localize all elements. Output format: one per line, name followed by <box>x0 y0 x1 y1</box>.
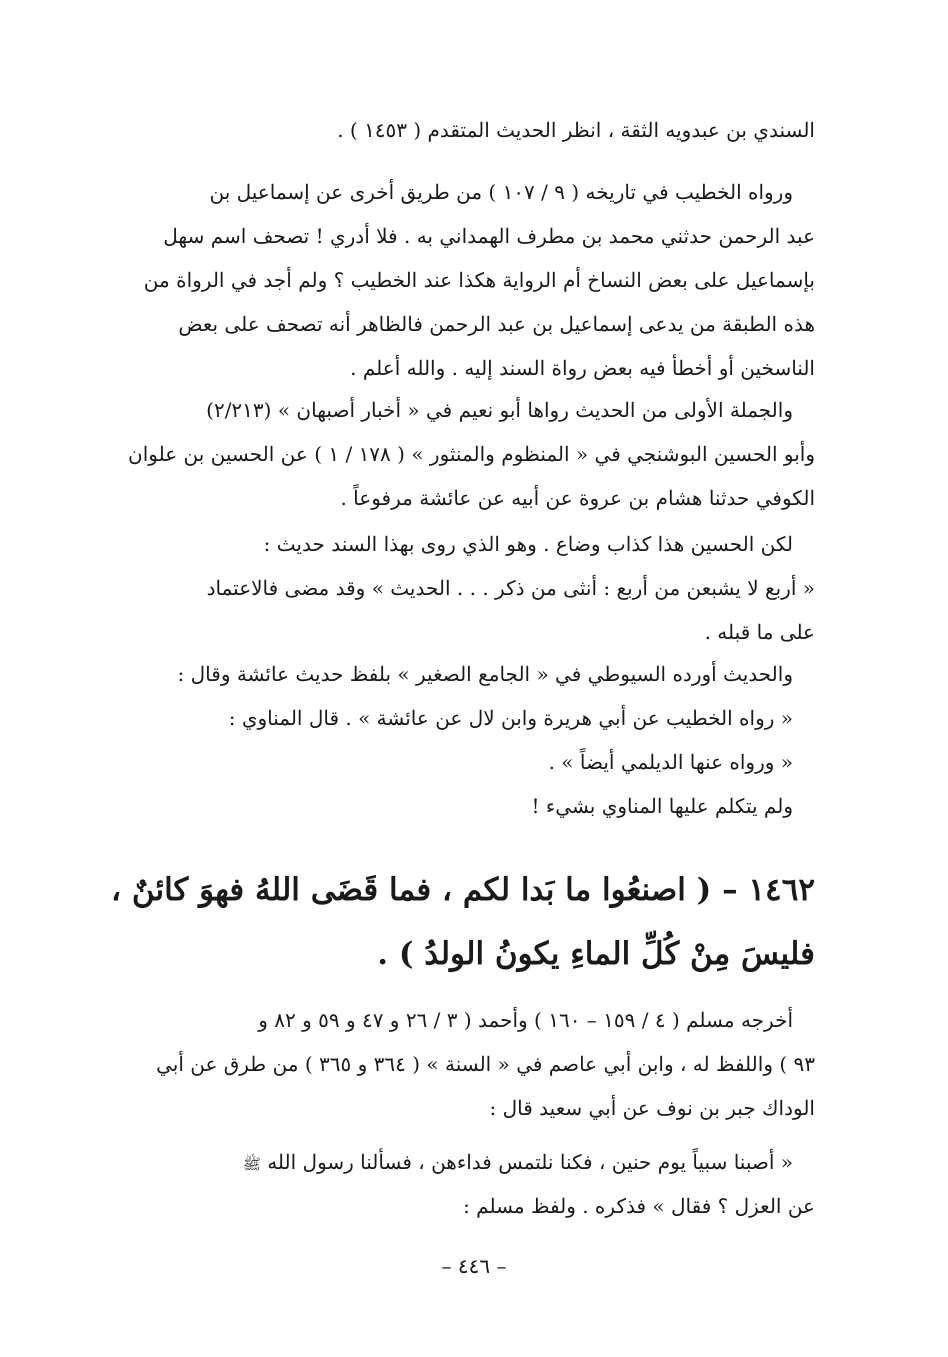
paragraph-1 <box>80 118 815 162</box>
page-number: – ٤٤٦ – <box>441 1254 507 1278</box>
salutation-icon: ﷺ <box>242 1154 261 1173</box>
paragraph-6 <box>80 1008 815 1140</box>
paragraph-3 <box>80 398 815 530</box>
text-line: الوداك جبر بن نوف عن أبي سعيد قال : <box>489 1096 815 1120</box>
text-line: ٩٣ ) واللفظ له ، وابن أبي عاصم في « السنة » ( ٣٦٤ و ٣٦٥ ) من طرق عن أبي <box>156 1052 815 1076</box>
paragraph-2 <box>80 180 815 400</box>
text-line: السندي بن عبدويه الثقة ، انظر الحديث المتقدم ( ١٤٥٣ ) . <box>337 118 815 142</box>
text-run: « أصبنا سبياً يوم حنين ، فكنا نلتمس فداءهن ، فسألنا رسول الله <box>267 1150 793 1174</box>
text-line: ولم يتكلم عليها المناوي بشيء ! <box>531 794 793 818</box>
heading-line: ١٤٦٢ – ( اصنعُوا ما بَدا لكم ، فما قَضَى اللهُ فهوَ كائنٌ ، <box>111 872 815 908</box>
text-line: لكن الحسين هذا كذاب وضاع . وهو الذي روى بهذا السند حديث : <box>263 532 793 556</box>
paragraph-7 <box>80 1150 815 1238</box>
text-line: والحديث أورده السيوطي في « الجامع الصغير » بلفظ حديث عائشة وقال : <box>177 662 793 686</box>
text-line: « أربع لا يشبعن من أربع : أنثى من ذكر . . . الحديث » وقد مضى فالاعتماد <box>206 576 815 600</box>
text-line: وأبو الحسين البوشنجي في « المنظوم والمنثور » ( ١٧٨ / ١ ) عن الحسين بن علوان <box>128 442 815 466</box>
text-line: « رواه الخطيب عن أبي هريرة وابن لال عن عائشة » . قال المناوي : <box>228 706 793 730</box>
hadith-heading <box>80 870 815 998</box>
text-line: أخرجه مسلم ( ٤ / ١٥٩ – ١٦٠ ) وأحمد ( ٣ / ٢٦ و ٤٧ و ٥٩ و ٨٢ و <box>258 1008 793 1032</box>
text-line: « ورواه عنها الديلمي أيضاً » . <box>548 750 793 774</box>
text-line: على ما قبله . <box>704 620 815 644</box>
text-line: عبد الرحمن حدثني محمد بن مطرف الهمداني به . فلا أدري ! تصحف اسم سهل <box>163 224 815 248</box>
heading-line: فليسَ مِنْ كُلِّ الماءِ يكونُ الولدُ ) . <box>377 936 815 972</box>
text-line: عن العزل ؟ فقال » فذكره . ولفظ مسلم : <box>463 1194 815 1218</box>
paragraph-4 <box>80 532 815 664</box>
paragraph-5 <box>80 662 815 838</box>
text-line: الناسخين أو أخطأ فيه بعض رواة السند إليه . والله أعلم . <box>350 356 815 380</box>
text-line: والجملة الأولى من الحديث رواها أبو نعيم في « أخبار أصبهان » (٢/٢١٣) <box>206 398 793 422</box>
text-line: بإسماعيل على بعض النساخ أم الرواية هكذا عند الخطيب ؟ ولم أجد في الرواة من <box>143 268 815 292</box>
text-line: هذه الطبقة من يدعى إسماعيل بن عبد الرحمن فالظاهر أنه تصحف على بعض <box>178 312 815 336</box>
text-line: الكوفي حدثنا هشام بن عروة عن أبيه عن عائشة مرفوعاً . <box>340 486 815 510</box>
text-line <box>80 1150 815 1194</box>
text-line: ورواه الخطيب في تاريخه ( ٩ / ١٠٧ ) من طريق أخرى عن إسماعيل بن <box>209 180 793 204</box>
